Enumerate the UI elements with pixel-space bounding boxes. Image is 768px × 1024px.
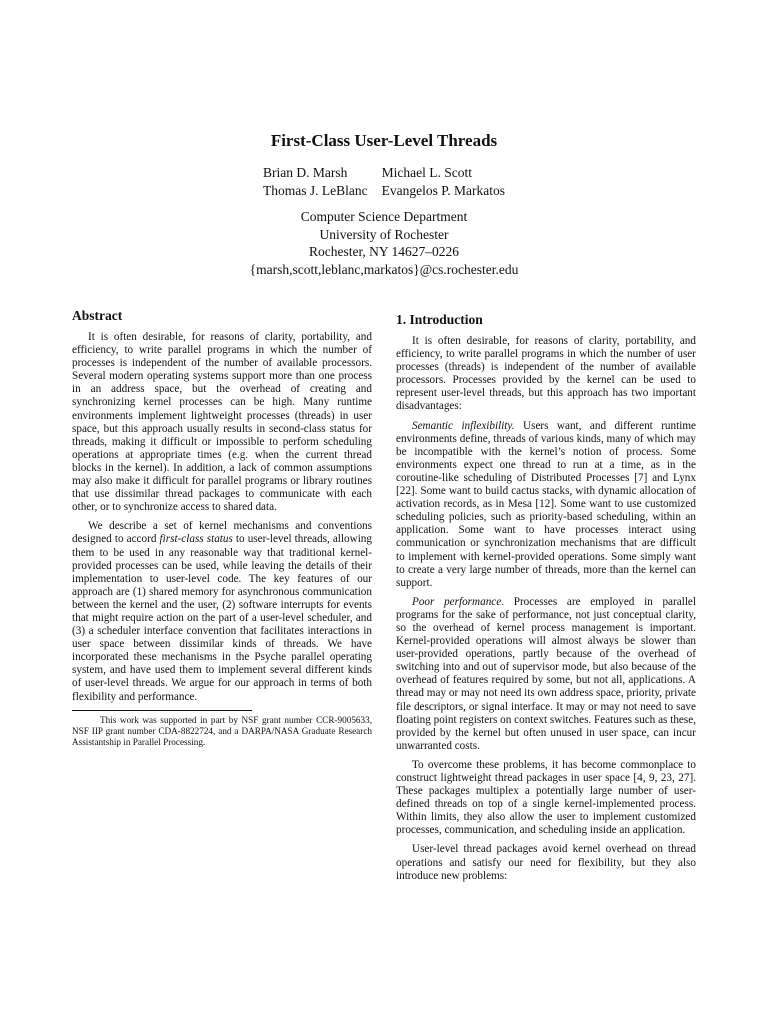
author-column-right [382,164,505,200]
introduction-heading: 1. Introduction [396,312,483,327]
author-column-left [263,164,368,200]
paper-title: First-Class User-Level Threads [270,131,498,150]
affiliation-department: Computer Science Department [300,209,468,224]
abstract-text: We describe a set of kernel mechanisms and conventions designed to accord [72,520,372,546]
abstract-heading: Abstract [72,308,123,323]
intro-paragraph-4: To overcome these problems, it has become commonplace to construct lightweight thread packages in user space [4, 9, 23, 27]. These packages multiplex a potentially large number of user-defined threads on top of a single kernel-implemented process. Within limits, they also allow the user to implement customized processes, communication, and scheduling inside an application. [396,758,696,837]
left-column [72,308,372,748]
affiliation-block [0,208,768,278]
author-block [0,164,768,200]
affiliation-email: {marsh,scott,leblanc,markatos}@cs.rochester.edu [249,261,519,277]
author-name: Thomas J. LeBlanc [263,183,368,198]
intro-paragraph-1: It is often desirable, for reasons of clarity, portability, and efficiency, to write parallel programs in which the number of user processes (threads) is independent of the number of available processors. Processes provided by the kernel can be used to represent user-level threads, but this approach has two important disadvantages: [396,335,696,413]
intro-emphasis: Poor performance [412,595,502,608]
footnote-rule [72,710,252,711]
affiliation-address: Rochester, NY 14627–0226 [308,244,460,259]
abstract-emphasis: first-class status [159,533,233,546]
affiliation-university: University of Rochester [319,226,449,242]
abstract-paragraph-1: It is often desirable, for reasons of clarity, portability, and efficiency, to write parallel programs in which the number of processes is independent of the number of available processors. Several modern operating systems support more than one process in an address space, but the overhead of creating and synchronizing kernel processes can be high. Many runtime environments implement lightweight processes (threads) in user space, but this approach usually results in second-class status for threads, making it difficult or impossible to perform scheduling operations at appropriate times (e.g. when the current thread blocks in the kernel). In addition, a lack of common assumptions may also make it difficult for parallel programs or library routines that use dissimilar thread packages to communicate with each other, or to synchronize access to shared data. [72,331,372,514]
intro-emphasis: Semantic inflexibility. [412,419,515,432]
intro-text: . Processes are employed in parallel programs for the sake of performance, not just conceptual clarity, so the overhead of kernel process management is important. Kernel-provided operations will almost always be slower than user-provided operations, partly because of the overhead of switching into and out of supervisor mode, but also because of the overhead of features required by some, but not all, applications. A thread may or may not need its own address space, priority, private file descriptors, or signal interface. It may or may not need to save floating point registers on context switches. Features such as these, provided by the kernel but often unused in user space, can incur unwarranted costs. [396,595,696,752]
abstract-text: to user-level threads, allowing them to be used in any reasonable way that traditional kernel-provided processes can be used, while leaving the details of their implementation to user-level code. The key features of our approach are (1) shared memory for asynchronous communication between the kernel and the user, (2) software interrupts for events that might require action on the part of a user-level scheduler, and (3) a scheduler interface convention that facilitates interactions in user space between dissimilar kinds of threads. We have incorporated these mechanisms in the Psyche parallel operating system, and have used them to implement several different kinds of user-level threads. We argue for our approach in terms of both flexibility and performance. [72,533,372,703]
intro-text: Users want, and different runtime environments define, threads of various kinds, many of which may be incompatible with the kernel’s notion of process. Some environments expect one thread to run at a time, as in the coroutine-like scheduling of Distributed Processes [7] and Lynx [22]. Some want to build cactus stacks, with dynamic allocation of activation records, as in Mesa [12]. Some want to use customized scheduling policies, such as priority-based scheduling, within an application. Some want to have processes interact using communication or synchronization mechanisms that are difficult to implement with kernel-provided operations. Some simply want to create a very large number of threads, more than the kernel can support. [396,419,697,589]
intro-paragraph-5: User-level thread packages avoid kernel overhead on thread operations and satisfy our need for flexibility, but they also introduce new problems: [396,843,696,882]
footnote: This work was supported in part by NSF grant number CCR-9005633, NSF IIP grant number CDA-8822724, and a DARPA/NASA Graduate Research Assistantship in Parallel Processing. [72,714,372,748]
author-name: Brian D. Marsh [263,165,348,180]
author-name: Michael L. Scott [381,165,472,180]
intro-paragraph-3 [396,596,696,753]
intro-paragraph-2 [396,420,696,590]
right-column [396,312,696,889]
author-name: Evangelos P. Markatos [381,183,505,198]
abstract-paragraph-2 [72,520,372,703]
